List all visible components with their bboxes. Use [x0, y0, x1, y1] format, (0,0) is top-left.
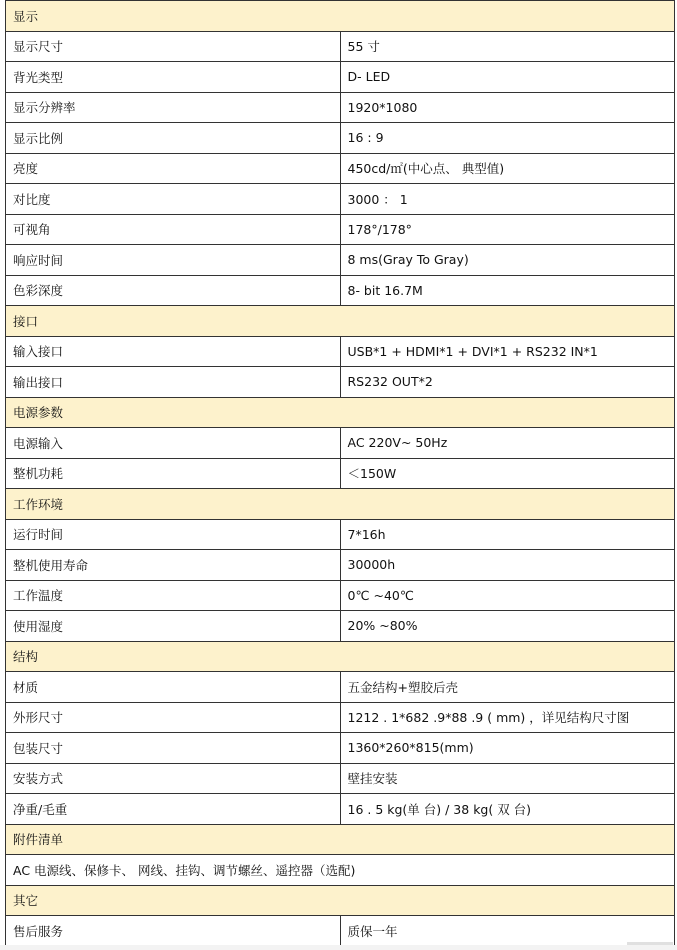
spec-value: 3000 ： 1 [340, 184, 675, 215]
spec-label: 对比度 [6, 184, 341, 215]
spec-value: 1360*260*815(mm) [340, 733, 675, 764]
section-header-row [6, 824, 675, 855]
spec-value: 20% ~80% [340, 611, 675, 642]
spec-value: USB*1 + HDMI*1 + DVI*1 + RS232 IN*1 [340, 336, 675, 367]
spec-row [6, 763, 675, 794]
spec-table [5, 0, 675, 947]
section-title: 其它 [6, 885, 675, 916]
spec-value: RS232 OUT*2 [340, 367, 675, 398]
section-title: 结构 [6, 641, 675, 672]
spec-value: 8- bit 16.7M [340, 275, 675, 306]
spec-label: 包装尺寸 [6, 733, 341, 764]
spec-label: 安装方式 [6, 763, 341, 794]
accessory-row [6, 855, 675, 886]
section-header-row [6, 885, 675, 916]
spec-value: 0℃ ~40℃ [340, 580, 675, 611]
spec-value: D- LED [340, 62, 675, 93]
section-title: 显示 [6, 1, 675, 32]
section-title: 接口 [6, 306, 675, 337]
spec-row [6, 62, 675, 93]
spec-label: 可视角 [6, 214, 341, 245]
page-edge [0, 945, 677, 950]
corner-mark [627, 942, 673, 945]
spec-label: 材质 [6, 672, 341, 703]
spec-row [6, 794, 675, 825]
spec-label: 整机功耗 [6, 458, 341, 489]
spec-label: 响应时间 [6, 245, 341, 276]
spec-label: 显示尺寸 [6, 31, 341, 62]
spec-label: 显示比例 [6, 123, 341, 154]
section-header-row [6, 641, 675, 672]
spec-value: 7*16h [340, 519, 675, 550]
spec-value: 1920*1080 [340, 92, 675, 123]
spec-label: 色彩深度 [6, 275, 341, 306]
spec-table-body [6, 1, 675, 947]
section-header-row [6, 489, 675, 520]
spec-value: 450cd/㎡(中心点、 典型值) [340, 153, 675, 184]
spec-label: 运行时间 [6, 519, 341, 550]
spec-label: 显示分辨率 [6, 92, 341, 123]
spec-value: AC 220V~ 50Hz [340, 428, 675, 459]
spec-row [6, 31, 675, 62]
spec-row [6, 428, 675, 459]
spec-row [6, 916, 675, 947]
spec-value: 16 . 5 kg(单 台) / 38 kg( 双 台) [340, 794, 675, 825]
spec-row [6, 92, 675, 123]
spec-row [6, 275, 675, 306]
spec-row [6, 458, 675, 489]
spec-row [6, 733, 675, 764]
spec-label: 使用湿度 [6, 611, 341, 642]
spec-row [6, 550, 675, 581]
section-title: 电源参数 [6, 397, 675, 428]
spec-label: 整机使用寿命 [6, 550, 341, 581]
spec-value: 16 : 9 [340, 123, 675, 154]
spec-row [6, 580, 675, 611]
spec-value: 55 寸 [340, 31, 675, 62]
spec-row [6, 519, 675, 550]
spec-row [6, 245, 675, 276]
spec-label: 外形尺寸 [6, 702, 341, 733]
spec-value: 壁挂安装 [340, 763, 675, 794]
spec-label: 电源输入 [6, 428, 341, 459]
spec-row [6, 367, 675, 398]
spec-value: 8 ms(Gray To Gray) [340, 245, 675, 276]
spec-label: 工作温度 [6, 580, 341, 611]
spec-row [6, 611, 675, 642]
spec-label: 售后服务 [6, 916, 341, 947]
spec-value: 五金结构+塑胶后壳 [340, 672, 675, 703]
section-title: 工作环境 [6, 489, 675, 520]
spec-label: 亮度 [6, 153, 341, 184]
spec-row [6, 184, 675, 215]
spec-value: 1212 . 1*682 .9*88 .9 ( mm) ，详见结构尺寸图 [340, 702, 675, 733]
spec-row [6, 672, 675, 703]
spec-row [6, 702, 675, 733]
spec-label: 输出接口 [6, 367, 341, 398]
spec-label: 净重/毛重 [6, 794, 341, 825]
spec-label: 输入接口 [6, 336, 341, 367]
spec-value: ＜150W [340, 458, 675, 489]
spec-row [6, 123, 675, 154]
spec-value: 质保一年 [340, 916, 675, 947]
section-header-row [6, 306, 675, 337]
spec-row [6, 336, 675, 367]
section-title: 附件清单 [6, 824, 675, 855]
accessory-list: AC 电源线、保修卡、 网线、挂钩、调节螺丝、遥控器（选配) [6, 855, 675, 886]
section-header-row [6, 1, 675, 32]
spec-row [6, 214, 675, 245]
spec-value: 178°/178° [340, 214, 675, 245]
spec-value: 30000h [340, 550, 675, 581]
section-header-row [6, 397, 675, 428]
spec-row [6, 153, 675, 184]
spec-label: 背光类型 [6, 62, 341, 93]
